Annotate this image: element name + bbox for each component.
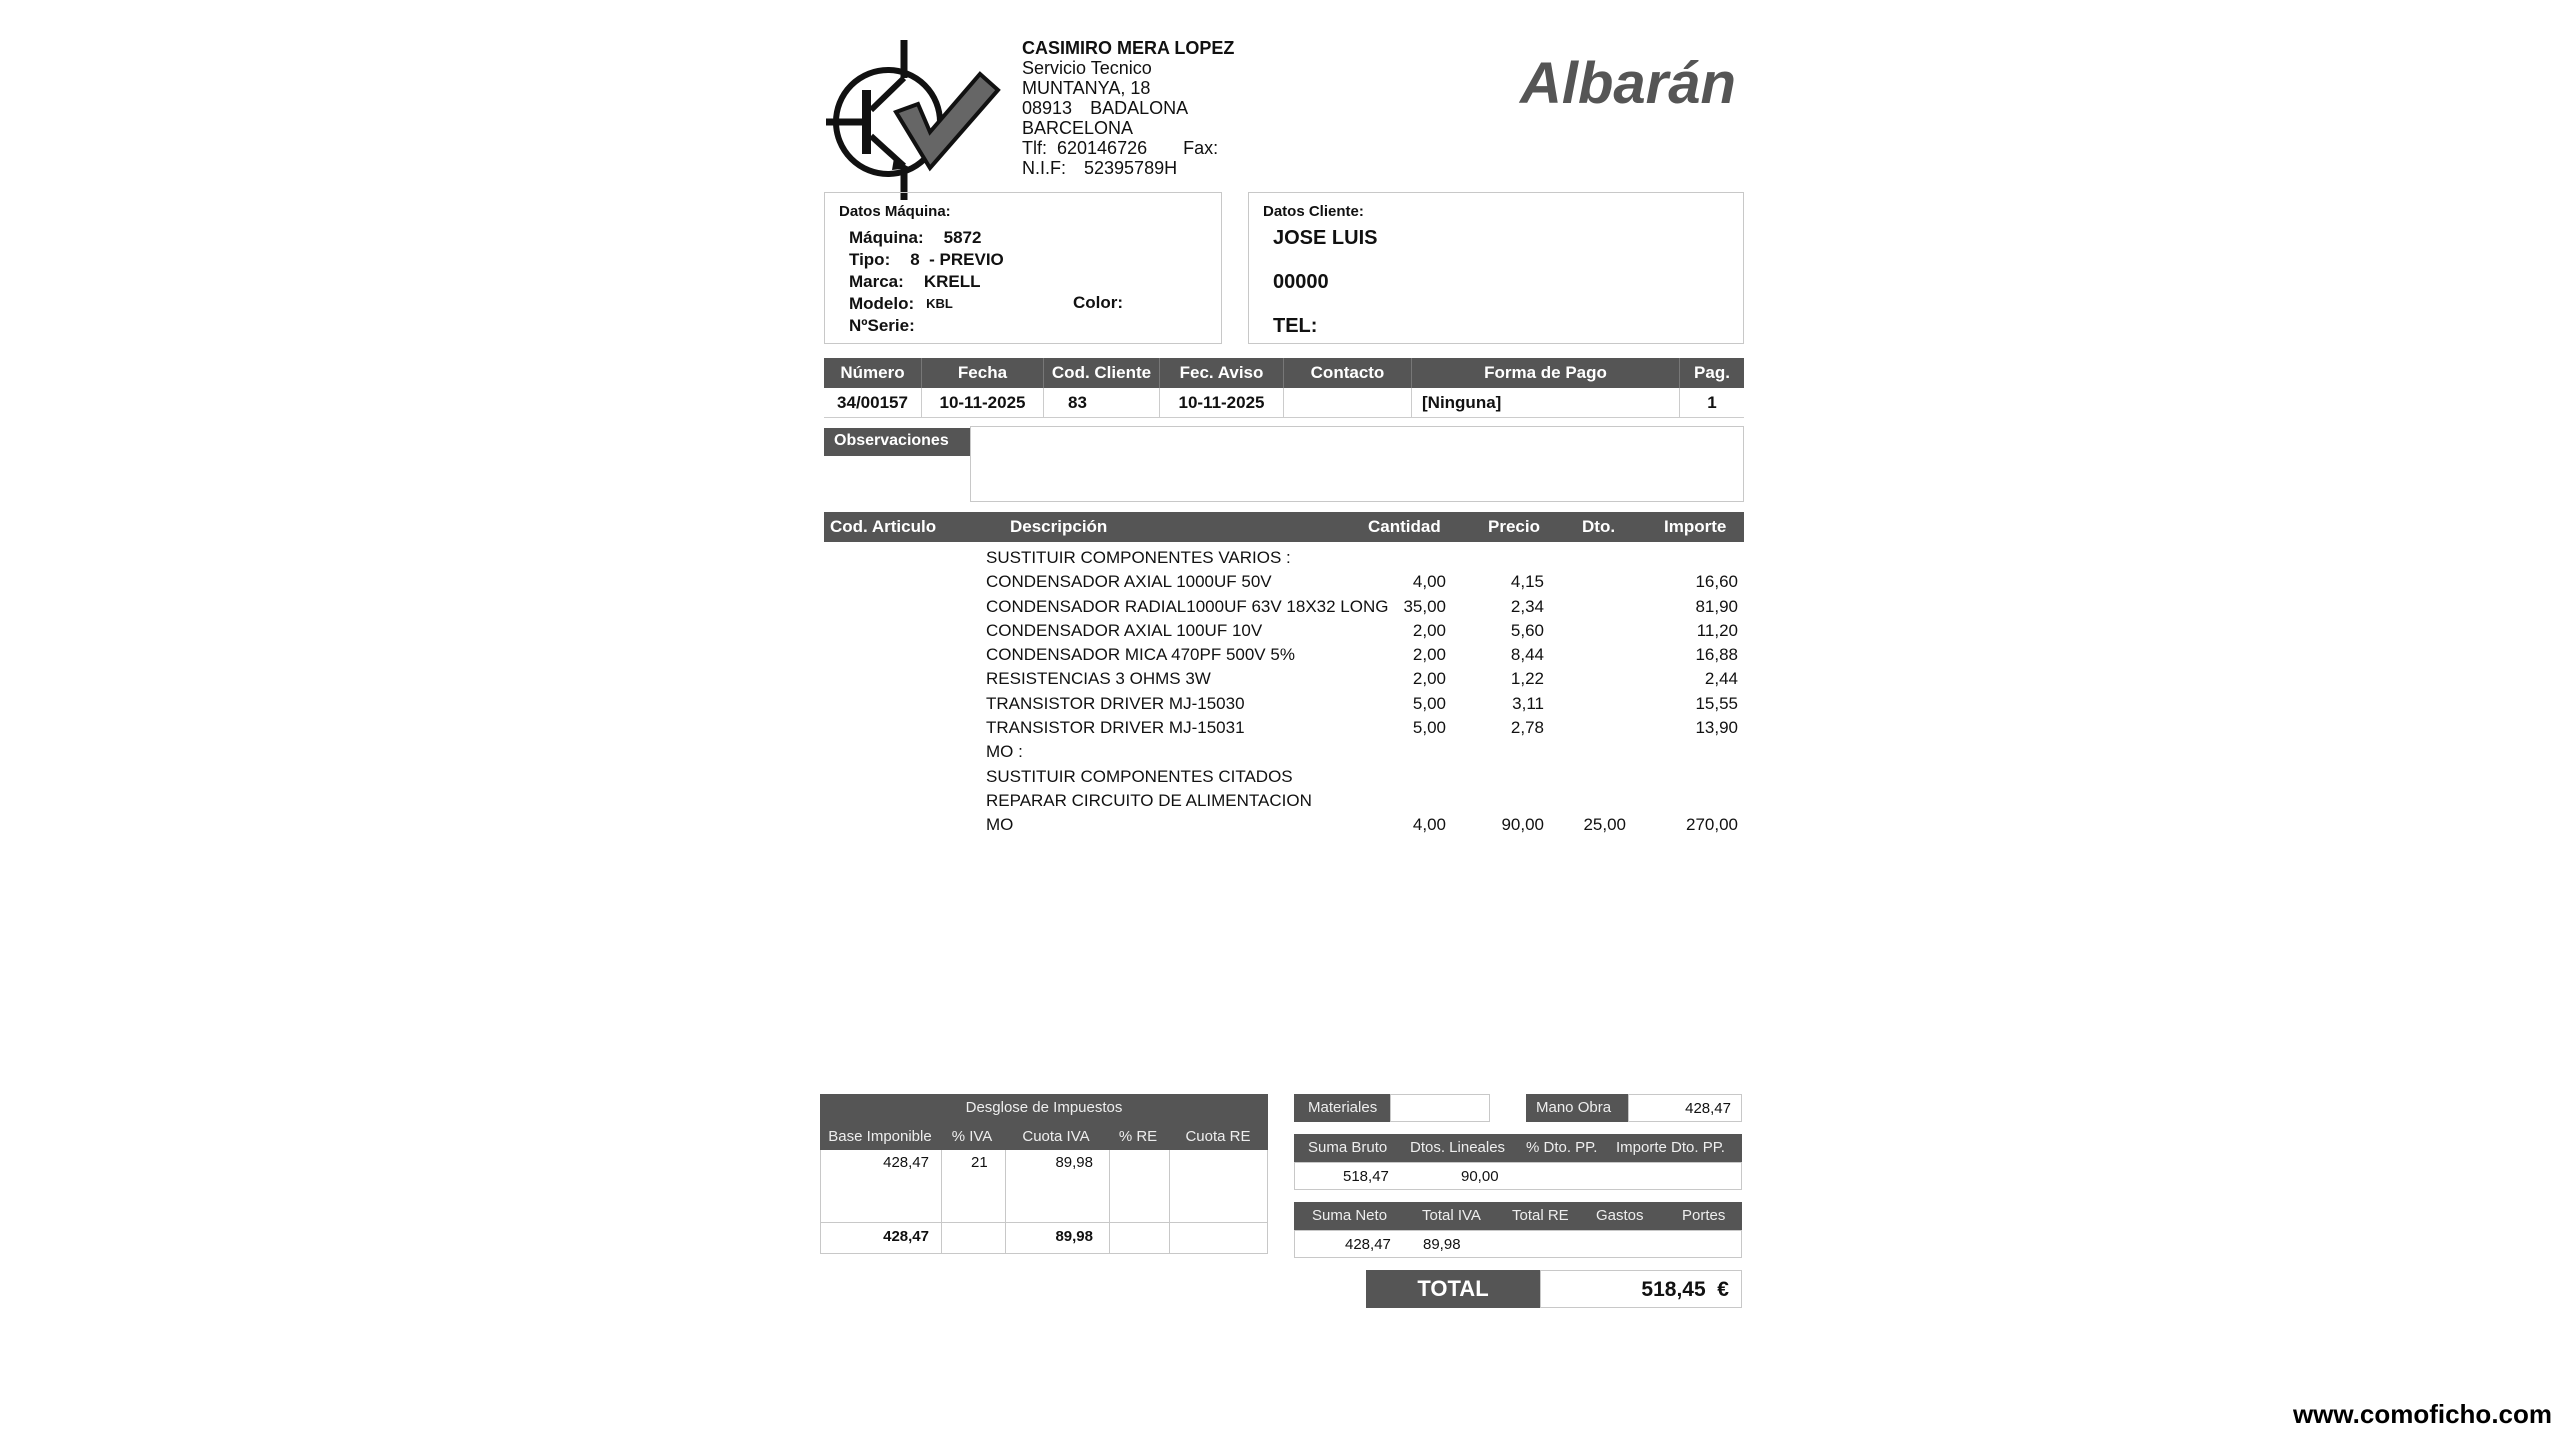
col-suma-neto: Suma Neto xyxy=(1312,1207,1388,1224)
invoice-document xyxy=(780,0,1790,1440)
article-line xyxy=(824,597,1744,621)
tax-cuota: 89,98 xyxy=(1055,1154,1093,1171)
materiales-value-box xyxy=(1390,1094,1490,1122)
val-contacto xyxy=(1284,388,1412,417)
col-cantidad: Cantidad xyxy=(1368,517,1441,536)
article-line xyxy=(824,718,1744,742)
line-prec: 4,15 xyxy=(1510,572,1544,592)
val-cod-cliente: 83 xyxy=(1044,388,1160,417)
company-info xyxy=(1022,38,1234,178)
line-desc: MO xyxy=(986,815,1014,835)
company-logo-icon xyxy=(826,40,1006,200)
line-cant: 35,00 xyxy=(1403,596,1446,616)
tlf-value: 620146726 xyxy=(1057,138,1148,158)
line-desc: CONDENSADOR RADIAL1000UF 63V 18X32 LONG xyxy=(986,596,1389,616)
company-postal-code: 08913 xyxy=(1022,98,1073,118)
col-dto: Dto. xyxy=(1582,517,1616,536)
line-prec: 3,11 xyxy=(1512,693,1544,713)
line-cant: 5,00 xyxy=(1412,693,1446,713)
line-imp: 81,90 xyxy=(1695,596,1738,616)
tax-col-iva: % IVA xyxy=(951,1127,993,1145)
client-data-box xyxy=(1248,192,1744,344)
col-total-iva: Total IVA xyxy=(1422,1207,1481,1224)
line-desc: MO : xyxy=(986,742,1023,762)
nif-label: N.I.F: xyxy=(1022,158,1066,178)
article-line xyxy=(824,548,1744,572)
company-name: CASIMIRO MERA LOPEZ xyxy=(1022,38,1235,58)
tax-total-base: 428,47 xyxy=(883,1228,929,1245)
marca-value: KRELL xyxy=(923,272,981,291)
line-cant: 2,00 xyxy=(1412,645,1446,665)
company-subtitle: Servicio Tecnico xyxy=(1022,58,1152,78)
machine-data-box xyxy=(824,192,1222,344)
col-numero: Número xyxy=(824,358,922,388)
suma-bruto-value: 518,47 xyxy=(1343,1168,1389,1185)
col-dtos-lineales: Dtos. Lineales xyxy=(1410,1139,1506,1156)
suma-neto-value: 428,47 xyxy=(1345,1236,1391,1253)
article-line xyxy=(824,767,1744,791)
nif-value: 52395789H xyxy=(1084,158,1178,178)
tipo-value: 8 - PREVIO xyxy=(910,250,1004,269)
line-prec: 1,22 xyxy=(1510,669,1544,689)
line-cant: 2,00 xyxy=(1412,620,1446,640)
modelo-label: Modelo: xyxy=(849,294,915,313)
neto-header xyxy=(1294,1202,1742,1230)
article-line xyxy=(824,645,1744,669)
mano-obra-label-box xyxy=(1526,1094,1628,1122)
tax-iva: 21 xyxy=(971,1154,988,1171)
tax-title: Desglose de Impuestos xyxy=(820,1094,1268,1122)
company-province: BARCELONA xyxy=(1022,118,1134,138)
col-fec-aviso: Fec. Aviso xyxy=(1160,358,1284,388)
dtos-lineales-value: 90,00 xyxy=(1461,1168,1499,1185)
line-desc: RESISTENCIAS 3 OHMS 3W xyxy=(986,669,1211,689)
line-desc: CONDENSADOR MICA 470PF 500V 5% xyxy=(986,645,1295,665)
client-code: 00000 xyxy=(1273,271,1329,293)
line-cant: 5,00 xyxy=(1412,718,1446,738)
watermark: www.comoficho.com xyxy=(2292,1399,2552,1429)
tax-base: 428,47 xyxy=(883,1154,929,1171)
line-imp: 11,20 xyxy=(1696,620,1738,640)
line-prec: 2,78 xyxy=(1510,718,1544,738)
line-desc: SUSTITUIR COMPONENTES CITADOS xyxy=(986,766,1293,786)
col-fecha: Fecha xyxy=(922,358,1044,388)
val-pag: 1 xyxy=(1707,392,1717,412)
col-importe: Importe xyxy=(1664,517,1727,536)
col-portes: Portes xyxy=(1682,1207,1726,1224)
observaciones-box xyxy=(970,426,1744,502)
line-imp: 15,55 xyxy=(1695,693,1738,713)
article-line xyxy=(824,791,1744,815)
tax-breakdown xyxy=(820,1094,1268,1254)
maquina-value: 5872 xyxy=(943,228,982,247)
line-cant: 2,00 xyxy=(1412,669,1446,689)
client-tel: TEL: xyxy=(1273,315,1318,337)
col-forma-pago: Forma de Pago xyxy=(1412,358,1680,388)
mano-obra-label: Mano Obra xyxy=(1536,1099,1612,1116)
line-imp: 13,90 xyxy=(1695,718,1738,738)
col-importe-dto-pp: Importe Dto. PP. xyxy=(1616,1139,1725,1156)
client-name: JOSE LUIS xyxy=(1273,227,1378,249)
serie-label: NºSerie: xyxy=(849,316,915,335)
article-line xyxy=(824,669,1744,693)
article-line xyxy=(824,742,1744,766)
line-prec: 90,00 xyxy=(1501,815,1544,835)
val-numero: 34/00157 xyxy=(824,388,922,417)
total-label: TOTAL xyxy=(1366,1270,1540,1308)
maquina-label: Máquina: xyxy=(849,228,924,247)
line-imp: 2,44 xyxy=(1704,669,1738,689)
document-title: Albarán xyxy=(1520,51,1736,116)
materiales-label-box xyxy=(1294,1094,1390,1122)
col-cod-articulo: Cod. Articulo xyxy=(830,517,937,536)
tipo-label: Tipo: xyxy=(849,250,891,269)
tax-col-re: % RE xyxy=(1118,1127,1158,1145)
article-line xyxy=(824,572,1744,596)
article-line xyxy=(824,694,1744,718)
line-desc: CONDENSADOR AXIAL 100UF 10V xyxy=(986,620,1263,640)
col-gastos: Gastos xyxy=(1596,1207,1644,1224)
company-address: MUNTANYA, 18 xyxy=(1022,78,1151,98)
tlf-label: Tlf: xyxy=(1022,138,1047,158)
line-desc: CONDENSADOR AXIAL 1000UF 50V xyxy=(986,572,1272,592)
total-value: 518,45 € xyxy=(1540,1270,1742,1308)
col-precio: Precio xyxy=(1488,517,1540,536)
line-desc: SUSTITUIR COMPONENTES VARIOS : xyxy=(986,548,1291,567)
tax-total-cuota: 89,98 xyxy=(1055,1228,1093,1245)
marca-label: Marca: xyxy=(849,272,904,291)
company-city: BADALONA xyxy=(1090,98,1189,118)
col-dto-pp: % Dto. PP. xyxy=(1526,1139,1598,1156)
line-cant: 4,00 xyxy=(1412,572,1446,592)
col-total-re: Total RE xyxy=(1512,1207,1569,1224)
line-prec: 8,44 xyxy=(1510,645,1544,665)
line-prec: 5,60 xyxy=(1510,620,1544,640)
col-cod-cliente: Cod. Cliente xyxy=(1044,358,1160,388)
tax-col-base: Base Imponible xyxy=(828,1127,932,1145)
col-contacto: Contacto xyxy=(1284,358,1412,388)
article-lines xyxy=(824,548,1744,840)
val-fec-aviso: 10-11-2025 xyxy=(1160,388,1284,417)
col-pag: Pag. xyxy=(1694,363,1730,382)
line-cant: 4,00 xyxy=(1412,815,1446,835)
bruto-values xyxy=(1294,1162,1742,1190)
val-forma-pago: [Ninguna] xyxy=(1412,388,1680,417)
color-label: Color: xyxy=(1073,293,1124,312)
modelo-value: KBL xyxy=(926,296,953,311)
line-desc: TRANSISTOR DRIVER MJ-15031 xyxy=(986,718,1245,738)
col-suma-bruto: Suma Bruto xyxy=(1308,1139,1388,1156)
article-line xyxy=(824,621,1744,645)
line-desc: REPARAR CIRCUITO DE ALIMENTACION xyxy=(986,790,1312,810)
val-fecha: 10-11-2025 xyxy=(922,388,1044,417)
tax-col-cuota-re: Cuota RE xyxy=(1185,1127,1251,1145)
machine-box-title: Datos Máquina: xyxy=(839,203,951,220)
articles-header xyxy=(824,512,1744,542)
client-box-title: Datos Cliente: xyxy=(1263,203,1364,220)
observaciones-label: Observaciones xyxy=(824,428,970,456)
line-imp: 16,88 xyxy=(1695,645,1738,665)
tax-col-cuota: Cuota IVA xyxy=(1022,1127,1090,1145)
line-desc: TRANSISTOR DRIVER MJ-15030 xyxy=(986,693,1245,713)
line-imp: 270,00 xyxy=(1686,815,1738,835)
bruto-header xyxy=(1294,1134,1742,1162)
line-prec: 2,34 xyxy=(1510,596,1544,616)
neto-values xyxy=(1294,1230,1742,1258)
header-table xyxy=(824,358,1744,418)
fax-label: Fax: xyxy=(1183,138,1219,158)
article-line xyxy=(824,815,1744,839)
total-iva-value: 89,98 xyxy=(1423,1236,1461,1253)
line-dto: 25,00 xyxy=(1583,815,1626,835)
line-imp: 16,60 xyxy=(1695,572,1738,592)
mano-obra-value-box xyxy=(1628,1094,1742,1122)
mano-obra-value: 428,47 xyxy=(1685,1100,1731,1117)
materiales-label: Materiales xyxy=(1308,1099,1378,1116)
col-descripcion: Descripción xyxy=(1010,517,1108,536)
